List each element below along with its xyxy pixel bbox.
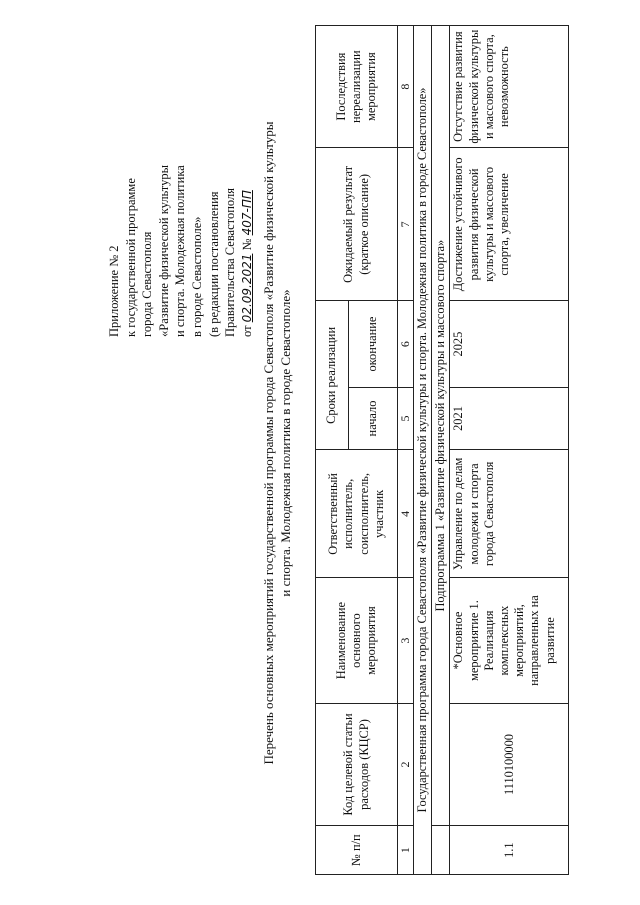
header-terms: Сроки реализации	[316, 301, 349, 450]
handwritten-number: 407-ПП	[239, 190, 254, 236]
subprogram-empty-cell	[432, 826, 450, 875]
appendix-line: и спорта. Молодежная политика	[173, 165, 188, 337]
row-result: Достижение устойчивого развития физической культуры и массового спорта, увеличение	[451, 157, 512, 292]
appendix-line: к государственной программе	[123, 178, 138, 337]
column-number: 8	[398, 26, 414, 148]
subprogram-row	[432, 26, 450, 875]
appendix-line: города Севастополя	[140, 231, 155, 337]
row-number: 1.1	[450, 826, 569, 875]
column-number: 1	[398, 826, 414, 875]
header-num: № п/п	[316, 826, 398, 875]
header-name: Наименование основного мероприятия	[316, 578, 398, 703]
table-row	[450, 26, 569, 875]
column-number: 6	[398, 301, 414, 387]
appendix-header	[106, 37, 255, 337]
title-line: Перечень основных мероприятий государственной программы города Севастополя «Развитие физической культуры	[261, 121, 276, 765]
column-number: 3	[398, 578, 414, 703]
header-result: Ожидаемый результат (краткое описание)	[316, 148, 398, 301]
column-number: 7	[398, 148, 414, 301]
appendix-line: Приложение № 2	[107, 245, 121, 337]
row-end: 2025	[450, 301, 569, 387]
row-consequence-cell	[450, 26, 569, 148]
column-number: 5	[398, 387, 414, 450]
header-code: Код целевой статьи расходов (КЦСР)	[316, 703, 398, 826]
column-number: 2	[398, 703, 414, 826]
date-prefix: от	[239, 325, 254, 337]
program-title: Государственная программа города Севастополя «Развитие физической культуры и спорта. Молодежная политика в городе Севастополе»	[414, 26, 432, 875]
row-executor: Управление по делам молодежи и спорта города Севастополя	[451, 457, 496, 571]
appendix-line: «Развитие физической культуры	[156, 165, 171, 337]
header-executor: Ответственный исполнитель, соисполнитель, участник	[316, 450, 398, 578]
column-number: 4	[398, 450, 414, 578]
appendix-line: (в редакции постановления	[206, 191, 221, 337]
row-consequence: Отсутствие развития физической культуры и массового спорта, невозможность	[451, 29, 512, 144]
header-row	[316, 26, 349, 875]
program-row	[414, 26, 432, 875]
appendix-line: в городе Севастополе»	[189, 216, 204, 337]
header-start: начало	[349, 387, 398, 450]
appendix-date-line	[239, 37, 256, 337]
row-code: 1110100000	[450, 703, 569, 826]
subprogram-title: Подпрограмма 1 «Развитие физической культуры и массового спорта»	[432, 26, 450, 826]
header-consequence: Последствия нереализации мероприятия	[316, 26, 398, 148]
header-end: окончание	[349, 301, 398, 387]
handwritten-date: 02.09.2021	[239, 253, 254, 323]
appendix-line: Правительства Севастополя	[223, 188, 238, 337]
row-name-cell	[450, 578, 569, 703]
row-executor-cell	[450, 450, 569, 578]
row-name: *Основное мероприятие 1. Реализация комплексных мероприятий, направленных на развитие	[451, 595, 557, 686]
row-start: 2021	[450, 387, 569, 450]
measures-table	[315, 25, 569, 875]
column-number-row	[398, 26, 414, 875]
title-line: и спорта. Молодежная политика в городе Севастополе»	[278, 289, 293, 597]
number-prefix: №	[239, 238, 254, 251]
document-title	[260, 53, 294, 833]
row-result-cell	[450, 148, 569, 301]
